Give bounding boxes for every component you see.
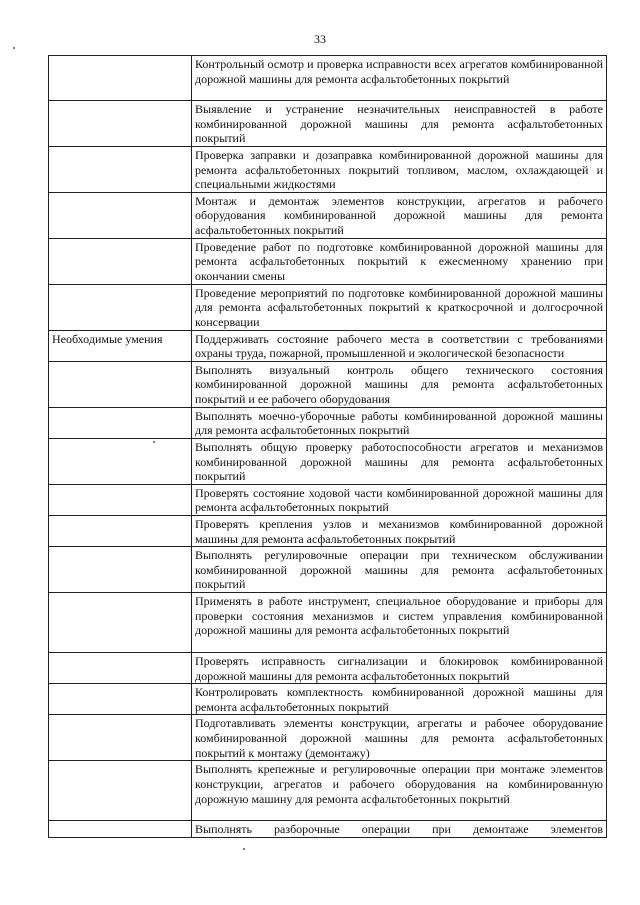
row-text: Монтаж и демонтаж элементов конструкции, агрегатов и рабочего оборудования комбинированной дорожной машины для ремонта асфальтобетонных покрытий: [192, 192, 607, 238]
row-text: Контролировать комплектность комбинированной дорожной машины для ремонта асфальтобетонных покрытий: [192, 684, 607, 715]
skills-section-label: Необходимые умения: [49, 330, 192, 361]
row-text: Контрольный осмотр и проверка исправности всех агрегатов комбинированной дорожной машины для ремонта асфальтобетонных покрытий: [192, 56, 607, 101]
row-label: [49, 361, 192, 407]
row-label: [49, 147, 192, 193]
row-text: Проведение мероприятий по подготовке комбинированной дорожной машины для ремонта асфальтобетонных покрытий к краткосрочной и долгосрочной консервации: [192, 284, 607, 330]
table-row: [49, 761, 607, 821]
table-row: [49, 284, 607, 330]
table-row: [49, 147, 607, 193]
row-label: [49, 684, 192, 715]
table-row: [49, 330, 607, 361]
scan-speck: [13, 47, 15, 49]
table-row: [49, 653, 607, 684]
table-row: [49, 684, 607, 715]
table-row: [49, 821, 607, 838]
row-text: Выполнять визуальный контроль общего технического состояния комбинированной дорожной машины для ремонта асфальтобетонных покрытий и ее рабочего оборудования: [192, 361, 607, 407]
table-row: [49, 361, 607, 407]
row-label: [49, 547, 192, 593]
row-label: [49, 101, 192, 147]
table-row: [49, 593, 607, 653]
row-text: Выполнять регулировочные операции при техническом обслуживании комбинированной дорожной машины для ремонта асфальтобетонных покрытий: [192, 547, 607, 593]
table-row: [49, 484, 607, 515]
row-label: [49, 593, 192, 653]
requirements-table: [48, 55, 607, 838]
row-text: Выполнять общую проверку работоспособности агрегатов и механизмов комбинированной дорожной машины для ремонта асфальтобетонных покрытий: [192, 438, 607, 484]
row-label: [49, 515, 192, 546]
table-row: [49, 515, 607, 546]
row-text: Выполнять крепежные и регулировочные операции при монтаже элементов конструкции, агрегатов и рабочего оборудования на комбинированную дорожную машину для ремонта асфальтобетонных покрытий: [192, 761, 607, 821]
row-text: Подготавливать элементы конструкции, агрегаты и рабочее оборудование комбинированной дорожной машины для ремонта асфальтобетонных покрытий к монтажу (демонтажу): [192, 715, 607, 761]
table-row: [49, 438, 607, 484]
table-row: [49, 238, 607, 284]
table-row: [49, 56, 607, 101]
row-text: Проверять крепления узлов и механизмов комбинированной дорожной машины для ремонта асфальтобетонных покрытий: [192, 515, 607, 546]
table-row: [49, 192, 607, 238]
row-label: [49, 238, 192, 284]
row-label: [49, 653, 192, 684]
row-text: Применять в работе инструмент, специальное оборудование и приборы для проверки состояния механизмов и систем управления комбинированной дорожной машины для ремонта асфальтобетонных покрытий: [192, 593, 607, 653]
row-text: Поддерживать состояние рабочего места в соответствии с требованиями охраны труда, пожарной, промышленной и экологической безопасности: [192, 330, 607, 361]
row-label: [49, 192, 192, 238]
page-number: 33: [314, 32, 326, 46]
row-text: Проверять исправность сигнализации и блокировок комбинированной дорожной машины для ремонта асфальтобетонных покрытий: [192, 653, 607, 684]
row-label: [49, 715, 192, 761]
row-text: Проверка заправки и дозаправка комбинированной дорожной машины для ремонта асфальтобетонных покрытий топливом, маслом, охлаждающей и специальными жидкостями: [192, 147, 607, 193]
row-label: [49, 284, 192, 330]
row-text: Проведение работ по подготовке комбинированной дорожной машины для ремонта асфальтобетонных покрытий к ежесменному хранению при окончании смены: [192, 238, 607, 284]
row-label: [49, 407, 192, 438]
row-label: [49, 821, 192, 838]
row-label: [49, 761, 192, 821]
row-label: [49, 56, 192, 101]
row-text: Проверять состояние ходовой части комбинированной дорожной машины для ремонта асфальтобетонных покрытий: [192, 484, 607, 515]
row-label: [49, 484, 192, 515]
row-label: [49, 438, 192, 484]
row-text: Выполнять разборочные операции при демонтаже элементов: [192, 821, 607, 838]
table-row: [49, 101, 607, 147]
row-text: Выявление и устранение незначительных неисправностей в работе комбинированной дорожной машины для ремонта асфальтобетонных покрытий: [192, 101, 607, 147]
table-row: [49, 715, 607, 761]
table-row: [49, 547, 607, 593]
row-text: Выполнять моечно-уборочные работы комбинированной дорожной машины для ремонта асфальтобетонных покрытий: [192, 407, 607, 438]
table-row: [49, 407, 607, 438]
scan-speck: [243, 848, 245, 850]
